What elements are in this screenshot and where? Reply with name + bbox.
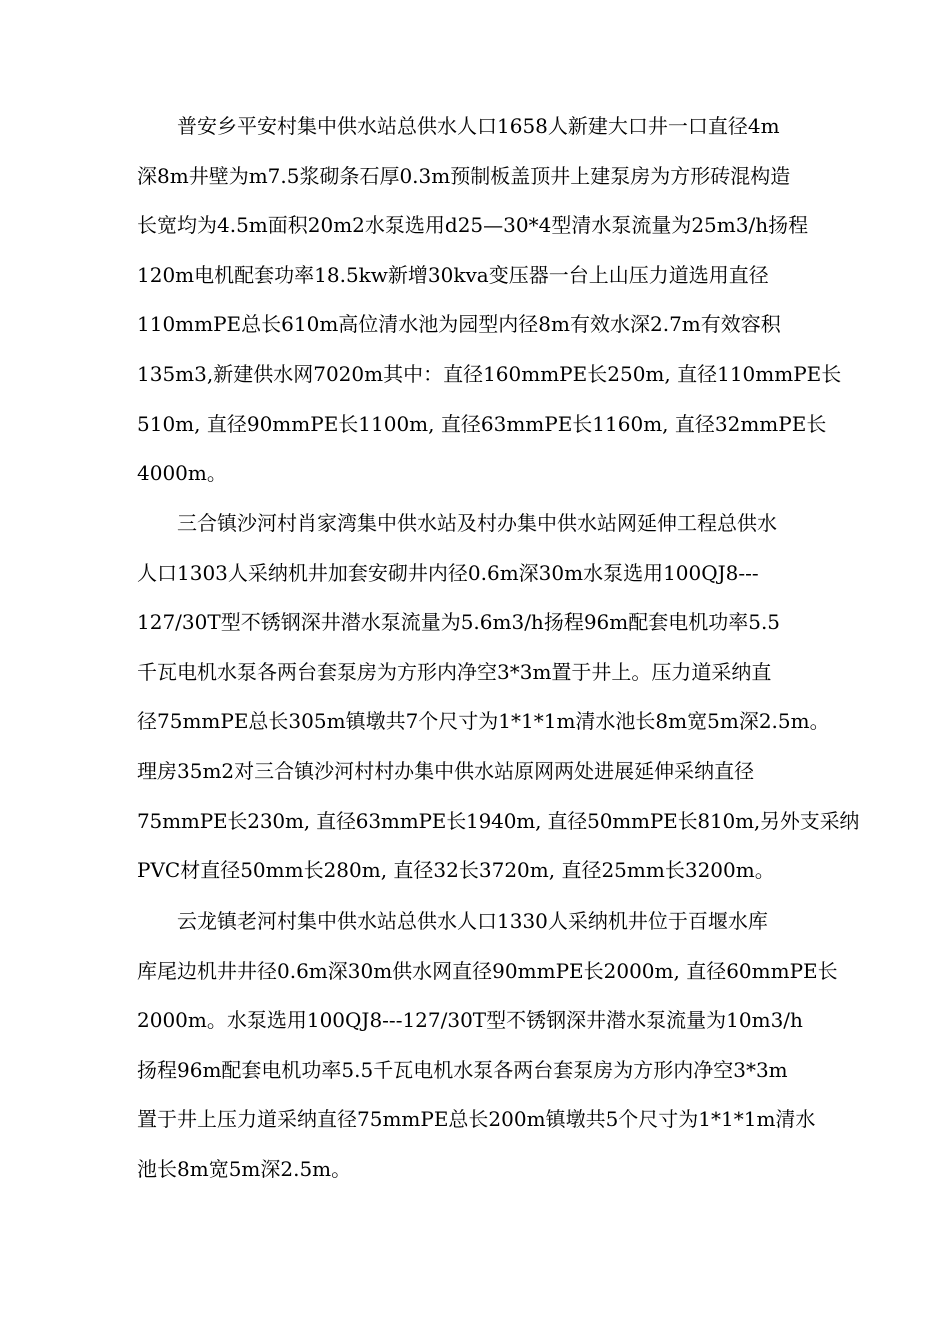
text-line: 人口1303人采纳机井加套安砌井内径0.6m深30m水泵选用100QJ8--- bbox=[137, 560, 759, 585]
text-line: 深8m井壁为m7.5浆砌条石厚0.3m预制板盖顶井上建泵房为方形砖混构造 bbox=[137, 163, 791, 188]
text-line: 理房35m2对三合镇沙河村村办集中供水站原网两处进展延伸采纳直径 bbox=[137, 758, 755, 783]
text-line: PVC材直径50mm长280m, 直径32长3720m, 直径25mm长3200m。 bbox=[137, 858, 775, 883]
paragraph-puan-water-station bbox=[137, 102, 859, 499]
text-line: 长宽均为4.5m面积20m2水泵选用d25—30*4型清水泵流量为25m3/h扬程 bbox=[137, 213, 809, 238]
text-line: 云龙镇老河村集中供水站总供水人口1330人采纳机井位于百堰水库 bbox=[177, 909, 768, 933]
text-line: 135m3,新建供水网7020m其中：直径160mmPE长250m, 直径110mmPE长 bbox=[137, 361, 842, 386]
text-line: 径75mmPE总长305m镇墩共7个尺寸为1*1*1m清水池长8m宽5m深2.5m。 bbox=[137, 709, 830, 734]
text-line: 110mmPE总长610m高位清水池为园型内径8m有效水深2.7m有效容积 bbox=[137, 312, 781, 337]
paragraph-sanhe-water-station bbox=[137, 499, 859, 896]
paragraph-yunlong-water-station bbox=[137, 897, 859, 1195]
text-line: 75mmPE长230m, 直径63mmPE长1940m, 直径50mmPE长810m,另外支采纳 bbox=[137, 808, 860, 833]
text-line: 普安乡平安村集中供水站总供水人口1658人新建大口井一口直径4m bbox=[177, 114, 780, 138]
text-line: 库尾边机井井径0.6m深30m供水网直径90mmPE长2000m, 直径60mmPE长 bbox=[137, 958, 838, 983]
text-line: 4000m。 bbox=[137, 461, 227, 486]
text-line: 池长8m宽5m深2.5m。 bbox=[137, 1156, 352, 1181]
text-line: 510m, 直径90mmPE长1100m, 直径63mmPE长1160m, 直径32mmPE长 bbox=[137, 411, 827, 436]
text-line: 127/30T型不锈钢深井潜水泵流量为5.6m3/h扬程96m配套电机功率5.5 bbox=[137, 610, 781, 635]
text-line: 三合镇沙河村肖家湾集中供水站及村办集中供水站网延伸工程总供水 bbox=[177, 511, 777, 535]
text-line: 120m电机配套功率18.5kw新增30kva变压器一台上山压力道选用直径 bbox=[137, 262, 769, 287]
text-line: 2000m。水泵选用100QJ8---127/30T型不锈钢深井潜水泵流量为10m3/h bbox=[137, 1008, 803, 1033]
text-line: 扬程96m配套电机功率5.5千瓦电机水泵各两台套泵房为方形内净空3*3m bbox=[137, 1057, 788, 1082]
text-line: 千瓦电机水泵各两台套泵房为方形内净空3*3m置于井上。压力道采纳直 bbox=[137, 659, 772, 684]
text-line: 置于井上压力道采纳直径75mmPE总长200m镇墩共5个尺寸为1*1*1m清水 bbox=[137, 1107, 816, 1132]
